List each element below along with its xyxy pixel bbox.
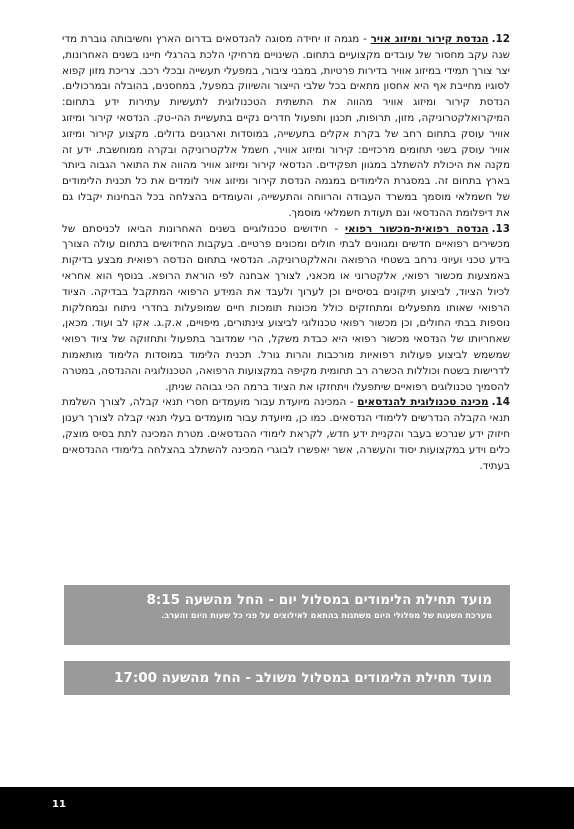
item-number: 13. [491,222,510,235]
item-technological-prep [62,395,510,474]
combined-track-title: מועד תחילת הלימודים במסלול משולב - החל מהשעה 17:00 [114,670,492,686]
item-medical-engineering [62,222,510,396]
document-body [62,32,510,474]
combined-track-banner [64,661,510,695]
day-track-subtitle: מערכת השעות של מסלולי היום משתנות בהתאם לאילוצים על פני כל שעות היום והערב. [161,610,492,620]
item-text: - מגמה זו יחידה מסוגה להנדסאים בדרום הארץ וחשיבותה גוברת מדי שנה עקב מחסור של עובדים מקצועיים בתחום. השינויים מרחיקי הלכת בהרגלי חיינו בשנים האחרונות, יצר צורך תמידי במיזוג אוויר בדירות פרטיות, במבני ציבור, במפעלי תעשייה ובכלי רכב. צריכת מזון קפוא לסוגיו מחייבת אף היא אחסון מתאים בכל שלבי הייצור והשיווק במפעל, במחסנים, בהובלה ובמרכולים. הנדסת קירור ומיזוג אוויר מהווה את התשתית הטכנולוגית לתעשיות עתירות ידע בתחום: המיקרואלקטרוניקה, מזון, תרופות, תכנון ותפעול חדרים נקיים בתעשיית ההי-טק. הנדסאי קירור ומיזוג אוויר עוסק בתחום רחב של בקרת אקלים בתעשייה, במוסדות וארגונים גדולים. מקצוע קירור ומיזוג אוויר עוסק בשני תחומים מרכזיים: קירור ומיזוג אוויר, חשמל אלקטרוניקה ובקרה ממוחשבת. ידע זה מקנה את היכולת להשתלב במגוון תפקידים. הנדסאי קירור ומיזוג אוויר מהווה את התואר הגבוה ביותר בארץ בתחום זה. במסגרת הלימודים במגמה הנדסת קירור ומיזוג אויר לומדים את כל תכנית הלימודים של חשמלאי מוסמך במשרד העבודה והרווחה והתעשייה, והעומדים בהצלחה בכל הבחינות יקבלו גם את דיפלומת ההנדסאי וגם תעודת חשמלאי מוסמך. [62,33,510,219]
item-number: 12. [491,33,510,45]
item-text: - חידושים טכנולוגיים בשנים האחרונות הביאו לכניסתם של מכשירים רפואיים חדשים ומגוונים לבתי חולים ומכונים פרטיים. בעקבות החידושים בתחום עולה הצורך בידע טכני ועיוני נרחב בשטחי הרפואה והאלקטרוניקה. הנדסאי בתחום הנדסה רפואית מבצע בדיקות באמצעות מכשור רפואי, אלקטרוני או מכאני, לצורך אבחנה לפי הוראת הרופא. בנוסף הוא אחראי לכיול הציוד, לביצוע תיקונים בסיסיים וכן לערוך ולעבד את המידע הרפואי המתקבל בבדיקה. הציוד הרפואי שאותו מתפעלים ומתחזקים כולל מכונות תומכות חיים שמופעלות בחדרי ניתוח ובמחלקות נוספות בבתי החולים, וכן מכשור רפואי טכנולוגי לביצוע צינתורים, מיפויים, א.ק.ג. אקו לב ועוד. מכאן, שאחריותו של הנדסאי מכשור רפואי היא כבדת משקל, הרי שמדובר בתפעול ותחזוקה של ציוד רפואי שמשמש לביצוע פעולות רפואיות מורכבות והרות גורל. תכנית הלימוד במוסדות הלימוד מותאמות לדרישות בשטח וכוללות הכשרה רב תחומית מקיפה במקצועות הרפואה, הטכנולוגיה וההנדסה, במטרה להסמיך טכנולוגים רפואיים שיתפעלו ויתחזקו את הציוד ברמה הכי גבוהה שניתן. [62,222,510,393]
day-track-banner [64,585,510,645]
item-number: 14. [491,396,510,409]
item-text: - המכינה מיועדת עבור מועמדים חסרי תנאי קבלה, לצורך השלמת תנאי הקבלה הנדרשים ללימודי הנדסאים. כמו כן, מיועדת עבור מועמדים בעלי תנאי קבלה לצורך רענון חיזוק ידע שנרכש בעבר והקניית ידע חדש, לקראת לימודי ההנדסאים. מטרת המכינה לתת בסיס מוצק, כלים וידע במקצועות יסוד והעשרה, אשר יאפשרו לבוגרי המכינה להשתלב בהצלחה בלימודי ההנדסאים בעתיד. [62,396,510,472]
item-title: הנדסת קירור ומיזוג אויר [370,33,489,45]
item-cooling-engineering [62,32,510,222]
page-footer [0,787,574,829]
item-title: מכינה טכנולוגית להנדסאים [357,396,489,409]
item-title: הנדסה רפואית-מכשור רפואי [344,222,489,235]
page-number: 11 [52,799,66,810]
day-track-title: מועד תחילת הלימודים במסלול יום - החל מהשעה 8:15 [146,592,492,608]
